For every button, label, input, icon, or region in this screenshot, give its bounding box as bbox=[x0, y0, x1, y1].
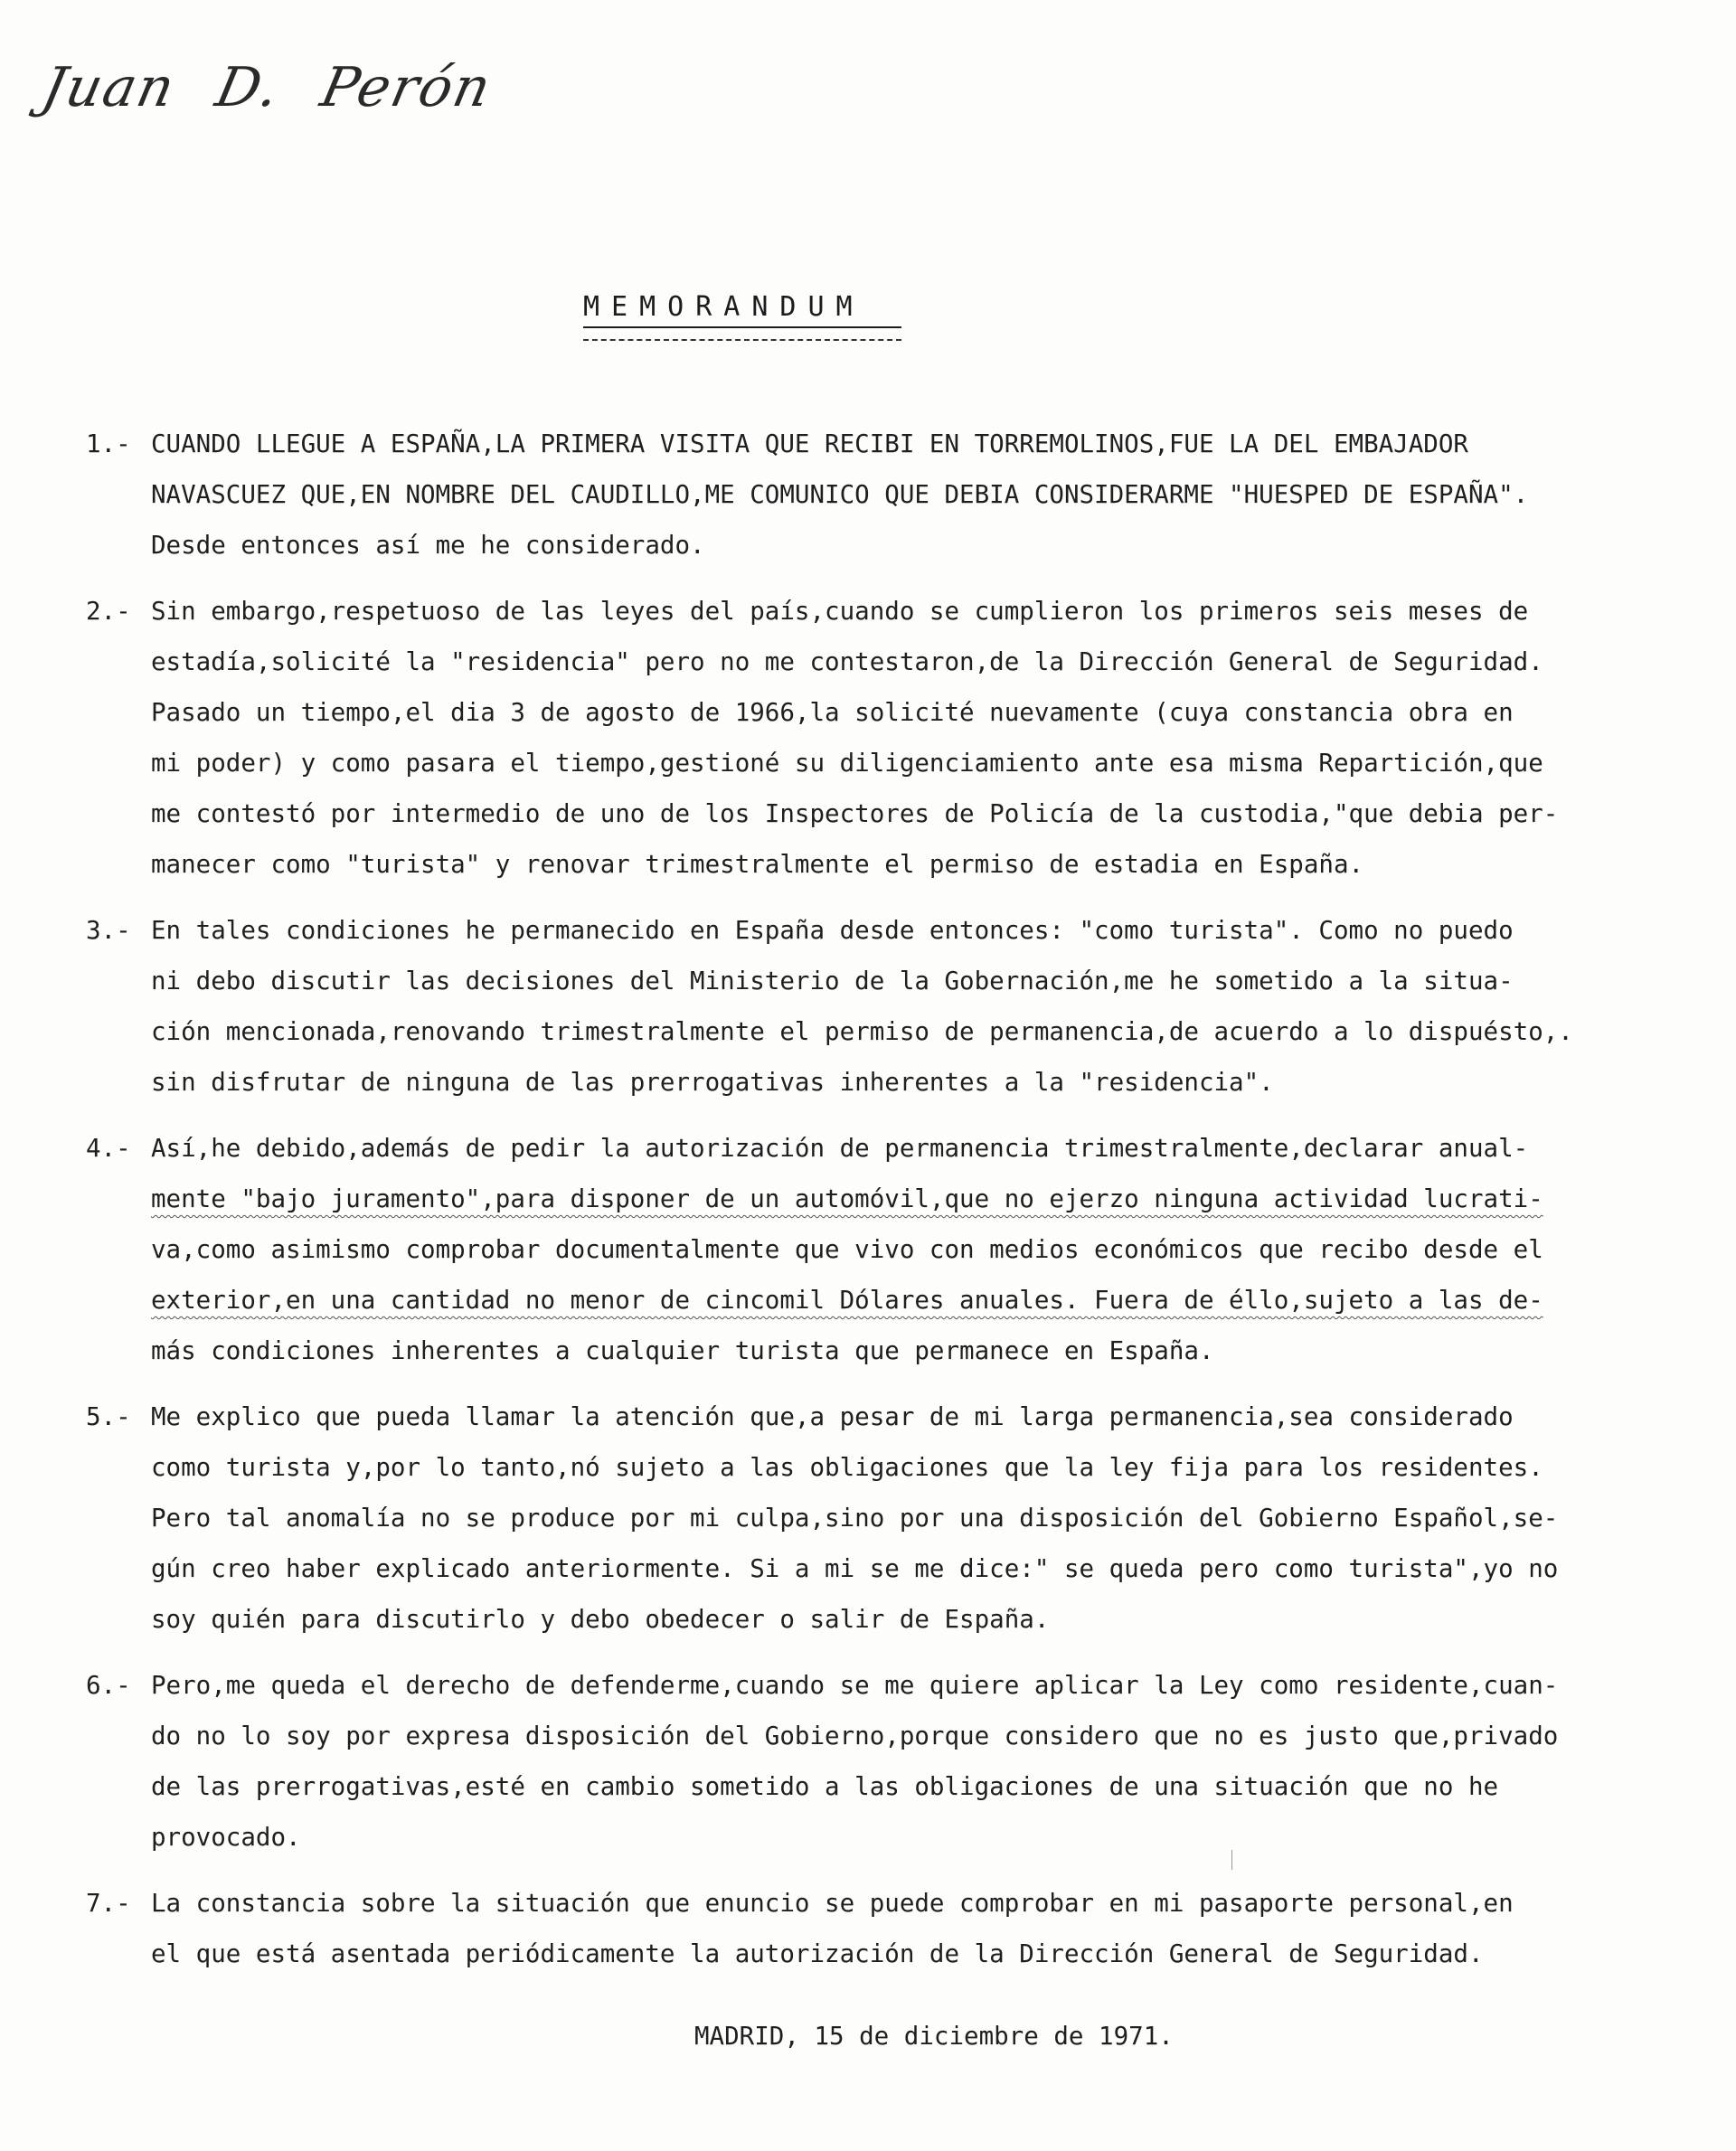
title-underline bbox=[583, 326, 901, 341]
letterhead-signature: Juan D. Perón bbox=[36, 56, 498, 119]
item-number: 2.- bbox=[86, 597, 131, 626]
text-line: provocado. bbox=[151, 1823, 301, 1852]
numbered-item-3 bbox=[86, 905, 1677, 1108]
text-line: mi poder) y como pasara el tiempo,gestioné su diligenciamiento ante esa misma Repartición,que bbox=[151, 749, 1543, 778]
stray-mark bbox=[1231, 1850, 1232, 1870]
item-number: 6.- bbox=[86, 1671, 131, 1700]
numbered-item-2 bbox=[86, 586, 1677, 890]
text-line: ni debo discutir las decisiones del Ministerio de la Gobernación,me he sometido a la situa- bbox=[151, 967, 1514, 995]
item-number: 7.- bbox=[86, 1889, 131, 1918]
text-line: Pero tal anomalía no se produce por mi culpa,sino por una disposición del Gobierno Español,se- bbox=[151, 1504, 1559, 1533]
text-line: CUANDO LLEGUE A ESPAÑA,LA PRIMERA VISITA QUE RECIBI EN TORREMOLINOS,FUE LA DEL EMBAJADOR bbox=[151, 429, 1468, 458]
text-line: más condiciones inherentes a cualquier turista que permanece en España. bbox=[151, 1336, 1214, 1365]
numbered-item-7 bbox=[86, 1878, 1677, 1979]
text-line: va,como asimismo comprobar documentalmente que vivo con medios económicos que recibo desde el bbox=[151, 1235, 1543, 1264]
item-number: 5.- bbox=[86, 1402, 131, 1431]
text-line: NAVASCUEZ QUE,EN NOMBRE DEL CAUDILLO,ME COMUNICO QUE DEBIA CONSIDERARME "HUESPED DE ESPAÑA". bbox=[151, 480, 1529, 509]
text-line: Pasado un tiempo,el dia 3 de agosto de 1966,la solicité nuevamente (cuya constancia obra en bbox=[151, 698, 1514, 727]
underlined-text-line: mente "bajo juramento",para disponer de un automóvil,que no ejerzo ninguna actividad lucrati- bbox=[151, 1184, 1543, 1213]
text-line: como turista y,por lo tanto,nó sujeto a las obligaciones que la ley fija para los residentes. bbox=[151, 1453, 1543, 1482]
text-line: Pero,me queda el derecho de defenderme,cuando se me quiere aplicar la Ley como residente,cuan- bbox=[151, 1671, 1559, 1700]
memorandum-body bbox=[86, 419, 1677, 1995]
numbered-item-4 bbox=[86, 1123, 1677, 1376]
item-number: 1.- bbox=[86, 429, 131, 458]
underlined-text-line: exterior,en una cantidad no menor de cincomil Dólares anuales. Fuera de éllo,sujeto a las de- bbox=[151, 1286, 1543, 1315]
text-line: La constancia sobre la situación que enuncio se puede comprobar en mi pasaporte personal,en bbox=[151, 1889, 1514, 1918]
text-line: soy quién para discutirlo y debo obedecer o salir de España. bbox=[151, 1605, 1050, 1634]
title-block bbox=[583, 291, 904, 341]
page-title: MEMORANDUM bbox=[583, 291, 864, 323]
text-line: manecer como "turista" y renovar trimestralmente el permiso de estadia en España. bbox=[151, 850, 1364, 879]
text-line: sin disfrutar de ninguna de las prerrogativas inherentes a la "residencia". bbox=[151, 1068, 1274, 1097]
text-line: Desde entonces así me he considerado. bbox=[151, 531, 705, 560]
place-date-signoff: MADRID, 15 de diciembre de 1971. bbox=[694, 2022, 1174, 2051]
item-number: 3.- bbox=[86, 916, 131, 945]
item-number: 4.- bbox=[86, 1134, 131, 1163]
text-line: do no lo soy por expresa disposición del Gobierno,porque considero que no es justo que,privado bbox=[151, 1722, 1559, 1750]
text-line: Sin embargo,respetuoso de las leyes del país,cuando se cumplieron los primeros seis meses de bbox=[151, 597, 1529, 626]
text-line: me contestó por intermedio de uno de los Inspectores de Policía de la custodia,"que debia per- bbox=[151, 799, 1559, 828]
numbered-item-1 bbox=[86, 419, 1677, 571]
numbered-item-5 bbox=[86, 1392, 1677, 1645]
text-line: de las prerrogativas,esté en cambio sometido a las obligaciones de una situación que no he bbox=[151, 1772, 1499, 1801]
text-line: Me explico que pueda llamar la atención que,a pesar de mi larga permanencia,sea considerado bbox=[151, 1402, 1514, 1431]
numbered-item-6 bbox=[86, 1660, 1677, 1863]
text-line: el que está asentada periódicamente la autorización de la Dirección General de Seguridad. bbox=[151, 1939, 1484, 1968]
text-line: gún creo haber explicado anteriormente. Si a mi se me dice:" se queda pero como turista",yo no bbox=[151, 1554, 1559, 1583]
text-line: En tales condiciones he permanecido en España desde entonces: "como turista". Como no puedo bbox=[151, 916, 1514, 945]
text-line: estadía,solicité la "residencia" pero no me contestaron,de la Dirección General de Seguridad. bbox=[151, 647, 1543, 676]
text-line: ción mencionada,renovando trimestralmente el permiso de permanencia,de acuerdo a lo dispuésto,. bbox=[151, 1017, 1573, 1046]
text-line: Así,he debido,además de pedir la autorización de permanencia trimestralmente,declarar anual- bbox=[151, 1134, 1529, 1163]
